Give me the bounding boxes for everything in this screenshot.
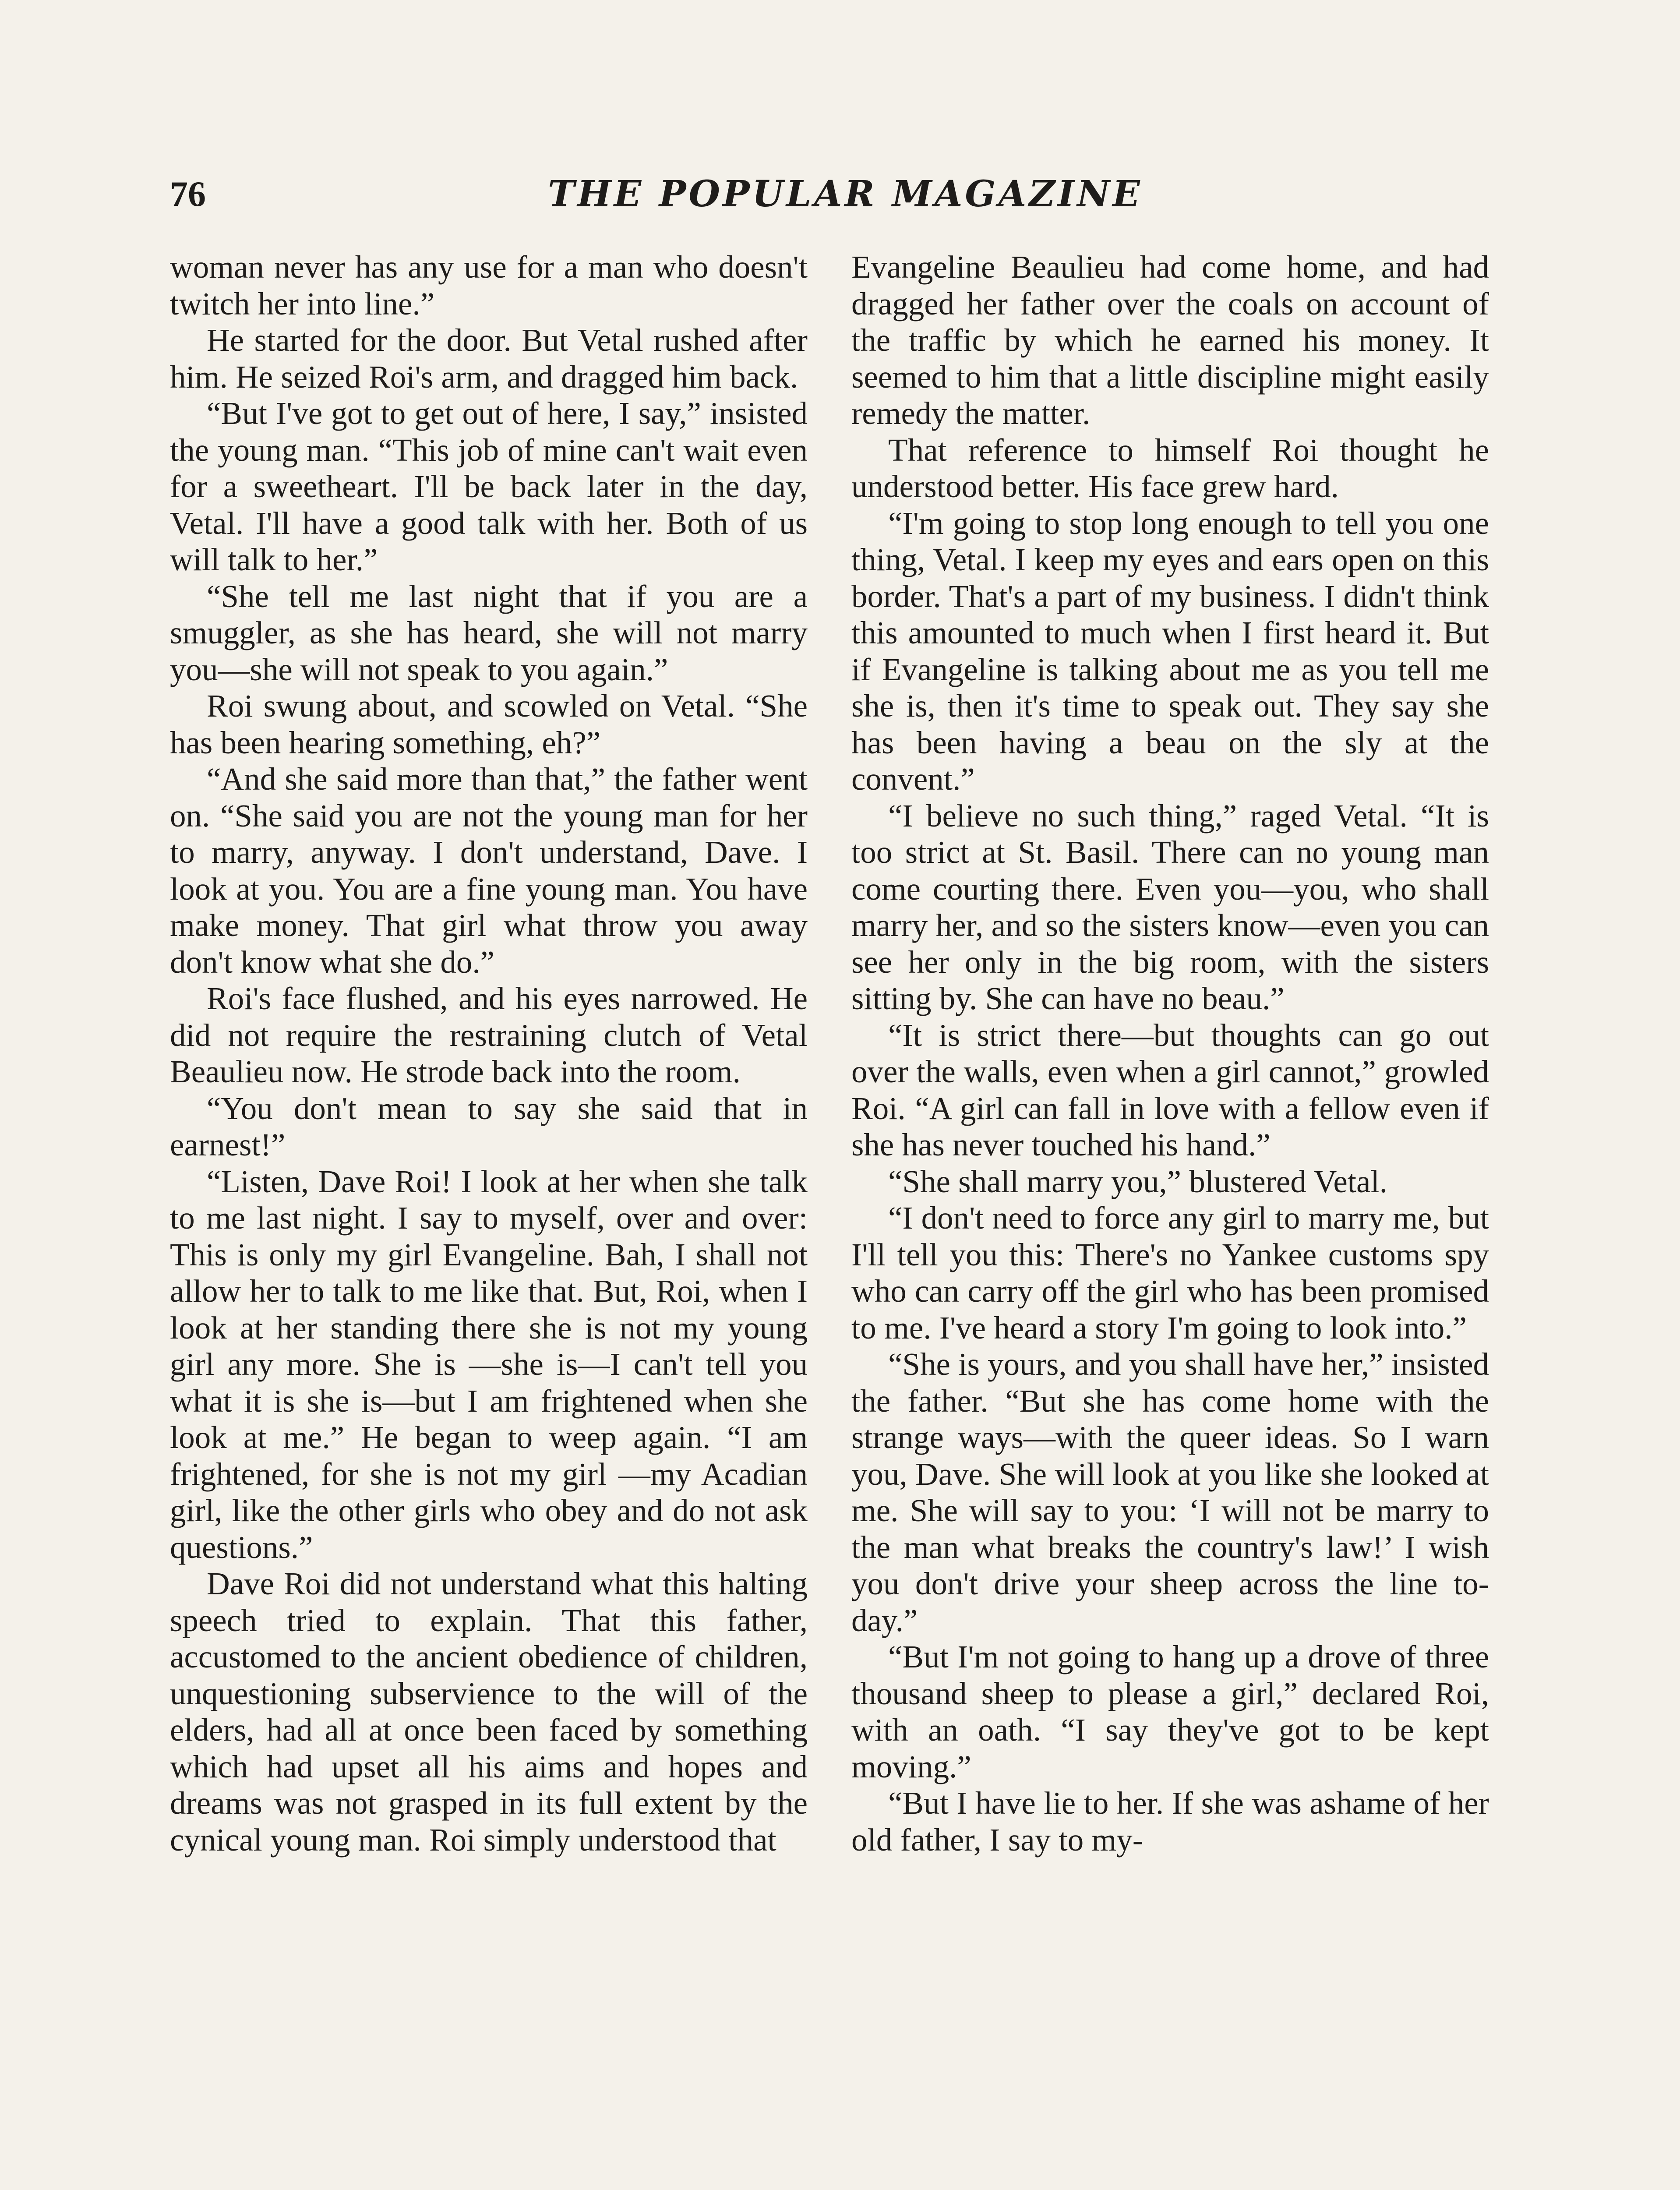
paragraph: “She is yours, and you shall have her,” insisted the father. “But she has come home with the strange ways—with the queer ideas. So I warn you, Dave. She will look at you like she looked at me. She will say to you: ‘I will not be marry to the man what breaks the country's law!’ I wish you don't drive your sheep across the line to-day.” <box>851 1346 1489 1638</box>
paragraph: Roi's face flushed, and his eyes narrowed. He did not require the restraining clutch of Vetal Beaulieu now. He strode back into the room. <box>170 981 808 1089</box>
paragraph: “It is strict there—but thoughts can go out over the walls, even when a girl cannot,” growled Roi. “A girl can fall in love with a fellow even if she has never touched his hand.” <box>851 1017 1489 1162</box>
paragraph: Evangeline Beaulieu had come home, and had dragged her father over the coals on account of the traffic by which he earned his money. It seemed to him that a little discipline might easily remedy the matter. <box>851 249 1489 431</box>
paragraph: “I believe no such thing,” raged Vetal. “It is too strict at St. Basil. There can no young man come courting there. Even you—you, who shall marry her, and so the sisters know—even you can see her only in the big room, with the sisters sitting by. She can have no beau.” <box>851 798 1489 1016</box>
page-number: 76 <box>170 174 206 214</box>
paragraph: “I don't need to force any girl to marry me, but I'll tell you this: There's no Yankee customs spy who can carry off the girl who has been promised to me. I've heard a story I'm going to look into.” <box>851 1200 1489 1346</box>
paragraph: “I'm going to stop long enough to tell you one thing, Vetal. I keep my eyes and ears open on this border. That's a part of my business. I didn't think this amounted to much when I first heard it. But if Evangeline is talking about me as you tell me she is, then it's time to speak out. They say she has been having a beau on the sly at the convent.” <box>851 505 1489 797</box>
paragraph: Dave Roi did not understand what this halting speech tried to explain. That this father, accustomed to the ancient obedience of children, unquestioning subservience to the will of the elders, had all at once been faced by something which had upset all his aims and hopes and dreams was not grasped in its full extent by the cynical young man. Roi simply understood that <box>170 1566 808 1858</box>
paragraph: “And she said more than that,” the father went on. “She said you are not the young man for her to marry, anyway. I don't understand, Dave. I look at you. You are a fine young man. You have make money. That girl what throw you away don't know what she do.” <box>170 761 808 980</box>
right-column <box>851 249 1489 1858</box>
magazine-title: THE POPULAR MAGAZINE <box>548 173 1143 215</box>
paragraph: “But I'm not going to hang up a drove of three thousand sheep to please a girl,” declared Roi, with an oath. “I say they've got to be kept moving.” <box>851 1639 1489 1784</box>
paragraph: “Listen, Dave Roi! I look at her when she talk to me last night. I say to myself, over and over: This is only my girl Evangeline. Bah, I shall not allow her to talk to me like that. But, Roi, when I look at her standing there she is not my young girl any more. She is —she is—I can't tell you what it is she is—but I am frightened when she look at me.” He began to weep again. “I am frightened, for she is not my girl —my Acadian girl, like the other girls who obey and do not ask questions.” <box>170 1163 808 1565</box>
paragraph: “She shall marry you,” blustered Vetal. <box>888 1163 1387 1199</box>
paragraph: “She tell me last night that if you are a smuggler, as she has heard, she will not marry you—she will not speak to you again.” <box>170 578 808 687</box>
paragraph: Roi swung about, and scowled on Vetal. “She has been hearing something, eh?” <box>170 688 808 760</box>
paragraph: That reference to himself Roi thought he understood better. His face grew hard. <box>851 432 1489 504</box>
left-column <box>170 249 808 1858</box>
paragraph: “You don't mean to say she said that in earnest!” <box>170 1090 808 1162</box>
paragraph: “But I've got to get out of here, I say,” insisted the young man. “This job of mine can't wait even for a sweetheart. I'll be back later in the day, Vetal. I'll have a good talk with her. Both of us will talk to her.” <box>170 396 808 577</box>
paragraph: He started for the door. But Vetal rushed after him. He seized Roi's arm, and dragged him back. <box>170 322 808 395</box>
paragraph: woman never has any use for a man who doesn't twitch her into line.” <box>170 249 808 321</box>
paragraph: “But I have lie to her. If she was ashame of her old father, I say to my- <box>851 1785 1489 1858</box>
page-header <box>170 170 1521 218</box>
